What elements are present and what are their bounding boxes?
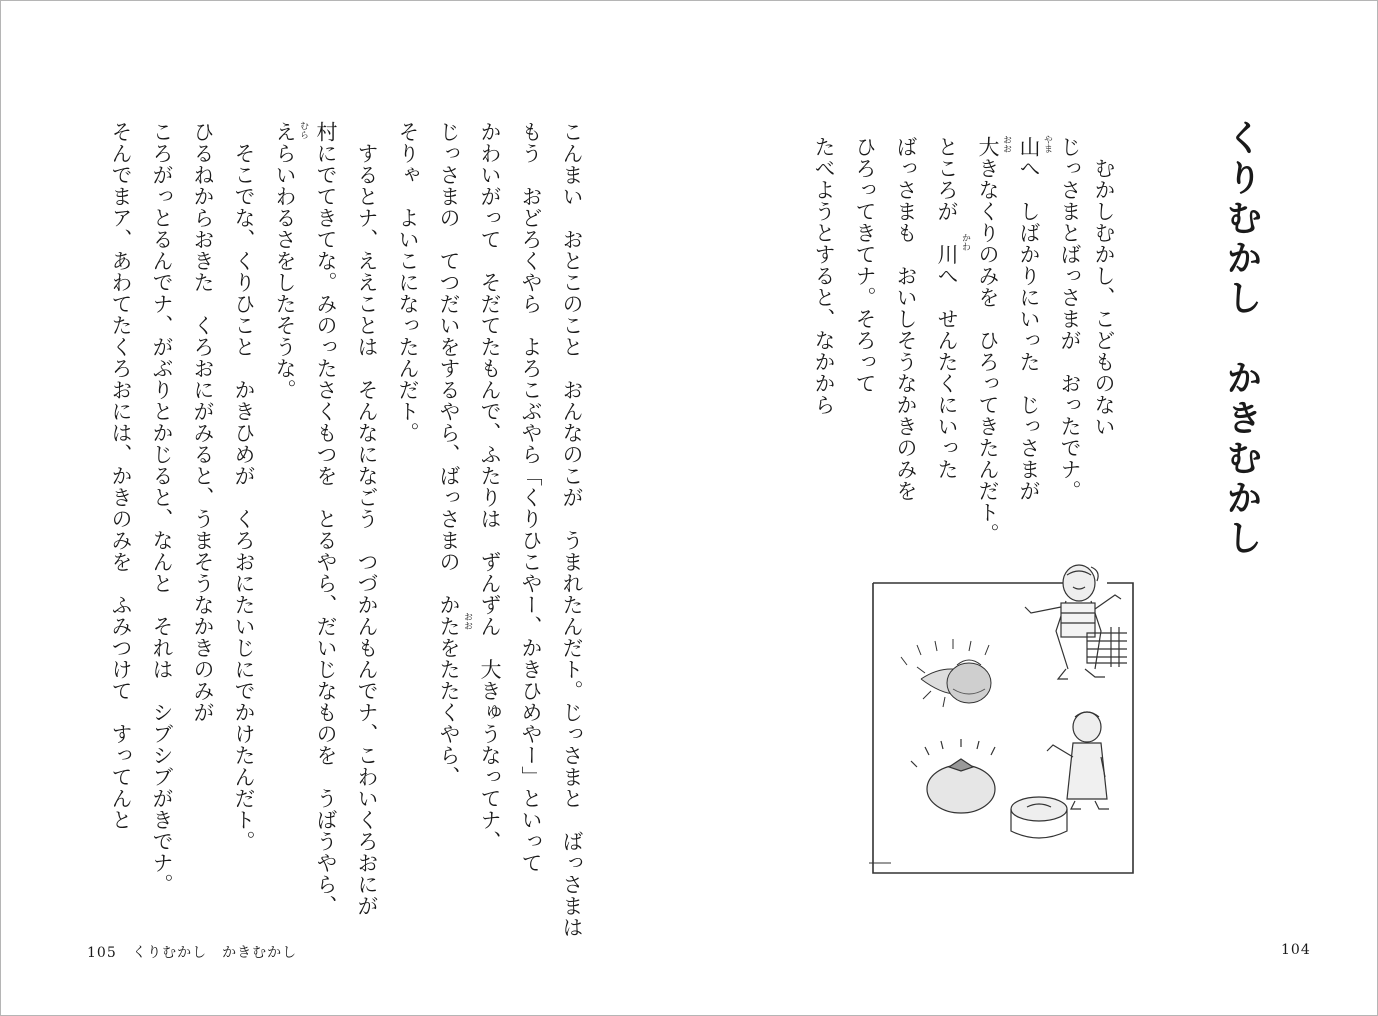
- right-line-8: たべようとすると、なかから: [812, 136, 836, 416]
- ruby-kawa: かわ: [960, 233, 970, 251]
- left-line-2: もう おどろくやら よろこぶやら「くりひこやー、かきひめやー」といって: [519, 121, 543, 874]
- washtub-icon: [1011, 797, 1067, 838]
- left-line-12: そんでまア、あわてたくろおには、かきのみを ふみつけて すってんと: [109, 121, 133, 831]
- old-man-figure: [1025, 565, 1121, 679]
- story-title: くりむかし かきむかし: [1221, 119, 1262, 559]
- left-line-9: そこでな、くりひこと かきひめが くろおにたいじにでかけたんだト。: [232, 121, 256, 852]
- ruby-oo-1: おお: [1001, 135, 1011, 153]
- right-line-4: 大きなくりのみを ひろってきたんだト。: [976, 136, 1000, 545]
- right-page-number: 104: [1281, 942, 1311, 958]
- ruby-yama: やま: [1042, 135, 1052, 153]
- chestnut-icon: [901, 639, 991, 707]
- left-line-5: そりゃ よいこになったんだト。: [396, 121, 420, 444]
- ruby-mura: むら: [298, 121, 308, 139]
- left-page-number: 105: [87, 945, 117, 961]
- firewood-icon: [1087, 627, 1127, 667]
- old-woman-figure: [1047, 712, 1109, 809]
- persimmon-icon: [911, 739, 995, 813]
- right-line-2: じっさまとばっさまが おったでナ。: [1058, 136, 1082, 502]
- right-line-6: ばっさまも おいしそうなかきのみを: [894, 136, 918, 502]
- running-head: くりむかし かきむかし: [132, 945, 298, 961]
- right-line-3: 山へ しばかりにいった じっさまが: [1017, 136, 1041, 502]
- illustration-chestnut-persimmon: [861, 561, 1141, 881]
- right-line-1: むかしむかし、こどものない: [1092, 136, 1116, 437]
- left-folio: [87, 942, 297, 962]
- right-line-5: ところが 川へ せんたくにいった: [935, 136, 959, 480]
- left-line-7: 村にでてきてな。みのったさくもつを とるやら、だいじなものを うばうやら、: [314, 121, 338, 917]
- left-line-8: えらいわるさをしたそうな。: [273, 121, 297, 401]
- left-line-4: じっさまの てつだいをするやら、ばっさまの かたをたたくやら、: [437, 121, 461, 788]
- left-line-3: かわいがって そだてたもんで、ふたりは ずんずん 大きゅうなってナ、: [478, 121, 502, 852]
- left-line-1: こんまい おとこのこと おんなのこが うまれたんだト。じっさまと ばっさまは: [560, 121, 584, 938]
- right-line-7: ひろってきてナ。そろって: [853, 136, 877, 394]
- left-line-10: ひるねからおきた くろおにがみると、うまそうなかきのみが: [191, 121, 215, 723]
- left-line-11: ころがっとるんでナ、がぶりとかじると、なんと それは シブシブがきでナ。: [150, 121, 174, 895]
- ruby-oo-2: おお: [462, 612, 472, 630]
- left-line-6: するとナ、ええことは そんなになごう つづかんもんでナ、こわいくろおにが: [355, 121, 379, 917]
